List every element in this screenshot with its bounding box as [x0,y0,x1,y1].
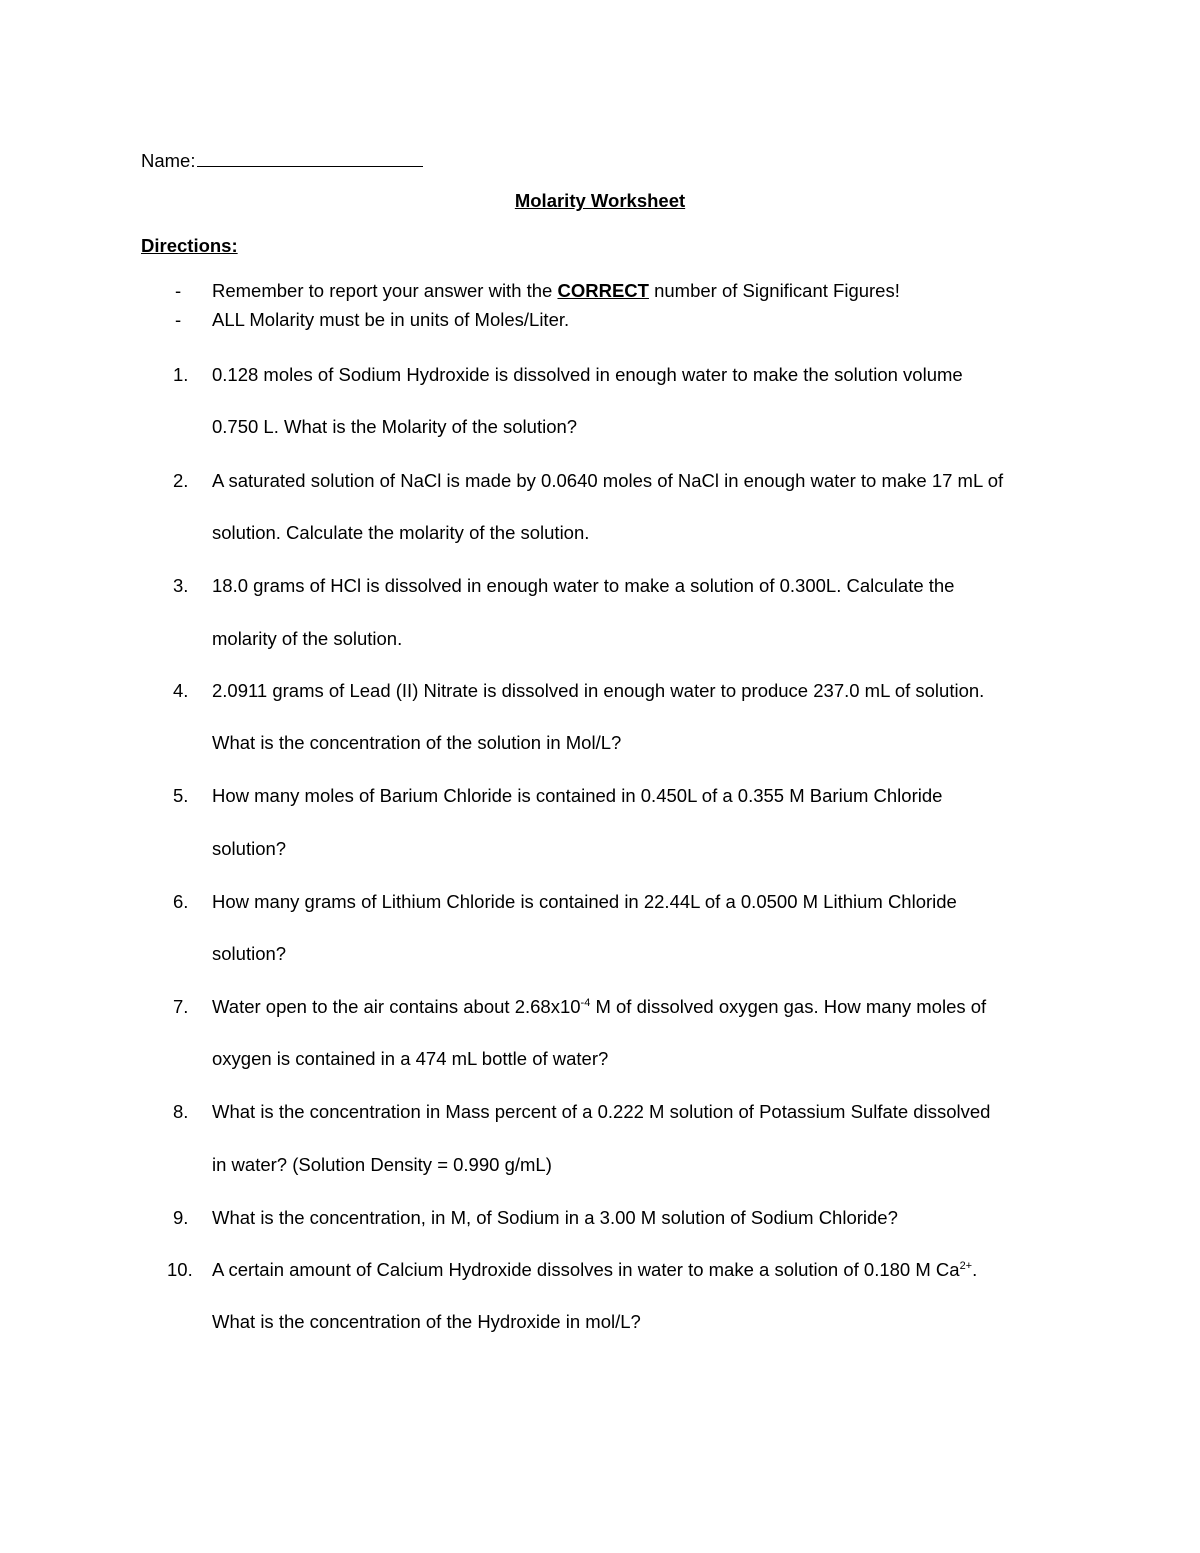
name-field[interactable] [141,148,423,171]
worksheet-title: Molarity Worksheet [514,190,686,211]
name-blank-line[interactable] [197,148,423,167]
question-1-line-2: 0.750 L. What is the Molarity of the solution? [212,416,578,437]
question-2-line-2: solution. Calculate the molarity of the solution. [212,522,590,543]
question-1-line-1: 0.128 moles of Sodium Hydroxide is dissolved in enough water to make the solution volume [212,364,963,385]
question-number: 7. [173,996,189,1017]
superscript-charge: 2+ [959,1260,973,1272]
direction-item-units: ALL Molarity must be in units of Moles/Liter. [212,309,570,330]
question-number: 4. [173,680,189,701]
question-6-line-2: solution? [212,943,287,964]
question-number: 10. [167,1259,193,1280]
direction-item-sig-figs: Remember to report your answer with the CORRECT number of Significant Figures! [212,280,900,301]
question-number: 8. [173,1101,189,1122]
question-5-line-2: solution? [212,838,287,859]
directions-heading: Directions: [141,235,238,256]
question-8-line-1: What is the concentration in Mass percent of a 0.222 M solution of Potassium Sulfate dissolved [212,1101,991,1122]
question-number: 9. [173,1207,189,1228]
question-number: 5. [173,785,189,806]
question-4-line-1: 2.0911 grams of Lead (II) Nitrate is dissolved in enough water to produce 237.0 mL of solution. [212,680,985,701]
superscript-exponent: -4 [580,997,591,1009]
emphasis-correct: CORRECT [557,280,649,301]
question-number: 6. [173,891,189,912]
question-7-line-2: oxygen is contained in a 474 mL bottle of water? [212,1048,609,1069]
question-3-line-1: 18.0 grams of HCl is dissolved in enough water to make a solution of 0.300L. Calculate the [212,575,955,596]
question-3-line-2: molarity of the solution. [212,628,403,649]
question-number: 2. [173,470,189,491]
name-label: Name: [141,150,196,171]
question-5-line-1: How many moles of Barium Chloride is contained in 0.450L of a 0.355 M Barium Chloride [212,785,943,806]
bullet-dash: - [175,280,182,301]
question-10-line-2: What is the concentration of the Hydroxide in mol/L? [212,1311,641,1332]
question-2-line-1: A saturated solution of NaCl is made by 0.0640 moles of NaCl in enough water to make 17 mL of [212,470,1004,491]
question-7-line-1: Water open to the air contains about $2.68x10^{-4}$ M of dissolved oxygen gas. How many moles of [212,996,987,1017]
question-4-line-2: What is the concentration of the solution in Mol/L? [212,732,622,753]
question-6-line-1: How many grams of Lithium Chloride is contained in 22.44L of a 0.0500 M Lithium Chloride [212,891,957,912]
question-number: 3. [173,575,189,596]
question-10-line-1: A certain amount of Calcium Hydroxide dissolves in water to make a solution of 0.180 M $Ca^{2+}$. [212,1259,978,1280]
question-number: 1. [173,364,189,385]
question-9-line-1: What is the concentration, in M, of Sodium in a 3.00 M solution of Sodium Chloride? [212,1207,898,1228]
question-8-line-2: in water? (Solution Density = 0.990 g/mL) [212,1154,552,1175]
bullet-dash: - [175,309,182,330]
